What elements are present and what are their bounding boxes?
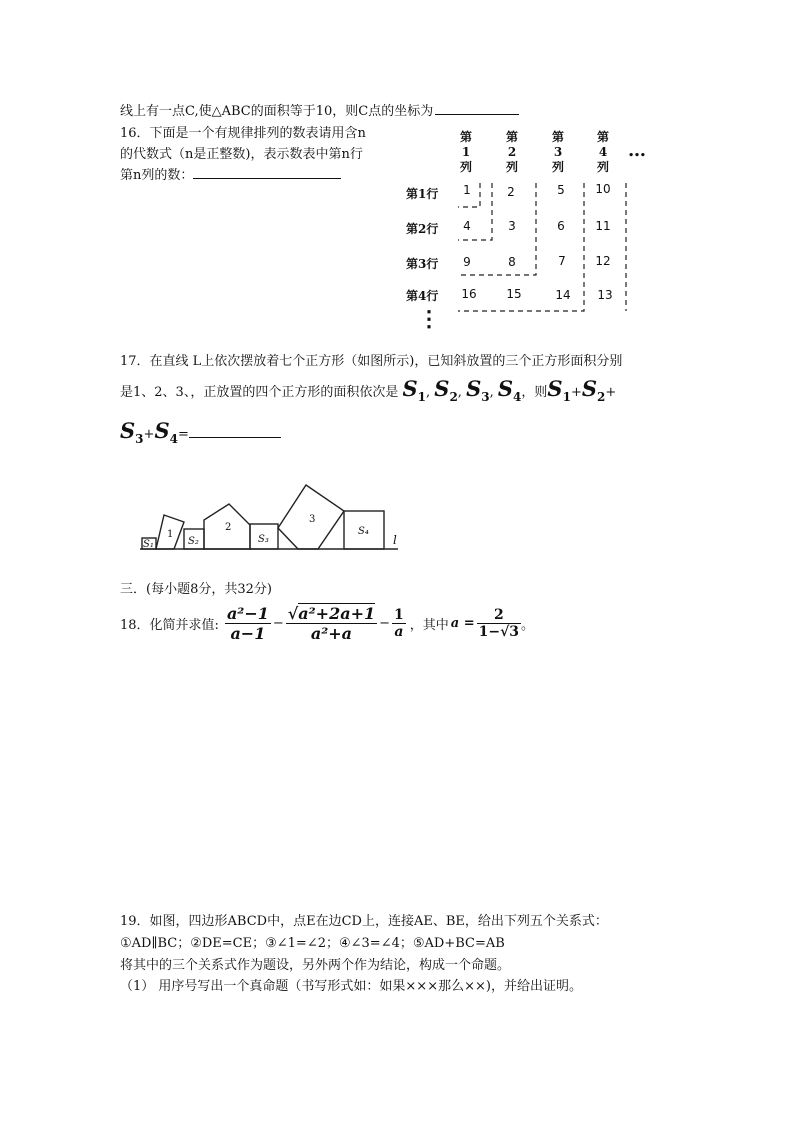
section-title: 三．(每小题8分，共32分) (120, 582, 272, 597)
fraction-3 (392, 607, 406, 640)
cell: 11 (595, 219, 611, 233)
minus-sign: − (272, 616, 284, 631)
s1-symbol: $S_1$ (547, 376, 571, 405)
fraction-2 (286, 604, 377, 643)
cell: 7 (558, 254, 566, 268)
cell: 6 (557, 219, 565, 233)
equals-sign: = (177, 427, 189, 442)
cell: 16 (461, 287, 477, 301)
q15-text: 线上有一点C,使△ABC的面积等于10，则C点的坐标为 (120, 104, 434, 119)
col-header-1: 第1列 (459, 130, 472, 174)
fraction-2-num: √a²+2a+1 (287, 604, 376, 623)
cell: 13 (597, 288, 613, 302)
col-header-2: 第2列 (505, 130, 518, 174)
q18-prefix: 18．化简并求值: (120, 618, 219, 633)
cell: 12 (595, 254, 611, 268)
q19-line1: 19．如图，四边形ABCD中，点E在边CD上，连接AE、BE，给出下列五个关系式： (120, 914, 608, 929)
fraction-4 (477, 607, 521, 640)
cell: 5 (557, 183, 565, 197)
cell: 1 (463, 183, 471, 197)
s2-symbol: $S_2$ (434, 376, 458, 405)
col-header-4: 第4列 (596, 130, 609, 174)
a-equals: a = (450, 616, 475, 631)
row-label-3: 第3行 (406, 257, 439, 271)
answer-blank-16[interactable] (193, 166, 341, 179)
q17-line2: 是1、2、3、，正放置的四个正方形的面积依次是 $S_1$, $S_2$, $S_3$, $S_4$，则$S_1+S_2+$ (120, 376, 617, 405)
q16-line3-text: 第n列的数： (120, 168, 194, 183)
q18-end: 。 (521, 618, 535, 633)
q17-line2-text: 是1、2、3、，正放置的四个正方形的面积依次是 (120, 385, 399, 400)
q17-line1: 17．在直线 L上依次摆放着七个正方形（如图所示)，已知斜放置的三个正方形面积分别 (120, 354, 623, 369)
cell: 9 (463, 255, 471, 269)
label-3: 3 (309, 514, 316, 525)
label-s1: S₁ (143, 539, 154, 550)
q19-line3: 将其中的三个关系式作为题设，另外两个作为结论，构成一个命题。 (120, 958, 511, 973)
q18-where: ，其中 (409, 618, 449, 633)
answer-blank-17[interactable] (189, 425, 281, 438)
s4-symbol: $S_4$ (154, 418, 178, 447)
fraction-3-den: a (394, 624, 404, 640)
plus-sign: + (143, 427, 155, 442)
fraction-1-num: a²−1 (226, 604, 269, 623)
row-vdots: ⋮ (418, 306, 440, 332)
q15-line (120, 100, 519, 119)
s3-symbol: $S_3$ (466, 376, 490, 405)
label-s3: S₃ (258, 534, 269, 545)
q17-then: ，则 (521, 385, 548, 400)
label-2: 2 (225, 522, 232, 533)
s4-symbol: $S_4$ (497, 376, 522, 405)
s1-symbol: $S_1$ (402, 376, 426, 405)
fraction-4-den: 1−√3 (478, 624, 520, 640)
s2-symbol: $S_2$ (581, 376, 606, 405)
s3-symbol: $S_3$ (120, 418, 144, 447)
q16-line1: 16．下面是一个有规律排列的数表请用含n (120, 126, 366, 141)
label-s2: S₂ (188, 536, 199, 547)
row-label-2: 第2行 (406, 222, 439, 236)
cell: 4 (463, 219, 471, 233)
col-header-3: 第3列 (551, 130, 564, 174)
cell: 10 (595, 182, 611, 196)
minus-sign: − (379, 616, 391, 631)
label-l: l (393, 533, 397, 547)
q18-line (120, 604, 534, 643)
cell: 8 (508, 255, 516, 269)
q19-line2: ①AD∥BC；②DE=CE；③∠1=∠2；④∠3=∠4；⑤AD+BC=AB (120, 936, 505, 951)
row-label-1: 第1行 (406, 187, 439, 201)
cell: 15 (506, 287, 522, 301)
answer-blank-15[interactable] (435, 102, 519, 115)
label-1: 1 (167, 529, 174, 540)
q16-line3 (120, 164, 341, 183)
q19-line4: （1） 用序号写出一个真命题（书写形式如：如果×××那么××)，并给出证明。 (120, 979, 582, 994)
col-ellipsis: … (628, 140, 646, 161)
cell: 14 (555, 288, 571, 302)
fraction-2-den: a²+a (310, 624, 353, 643)
fraction-1 (225, 604, 271, 643)
q16-line2: 的代数式（n是正整数)，表示数表中第n行 (120, 147, 363, 162)
cell: 2 (507, 185, 515, 199)
plus-sign: + (570, 385, 582, 400)
label-s4: S₄ (358, 526, 369, 537)
fraction-4-num: 2 (477, 607, 521, 624)
cell: 3 (508, 219, 516, 233)
fraction-3-num: 1 (394, 607, 404, 623)
squares-figure (138, 482, 408, 558)
q17-line3 (120, 418, 281, 446)
plus-sign: + (605, 385, 617, 400)
fraction-1-den: a−1 (230, 624, 266, 643)
row-label-4: 第4行 (406, 289, 439, 303)
table-dashed-lines (440, 175, 640, 325)
